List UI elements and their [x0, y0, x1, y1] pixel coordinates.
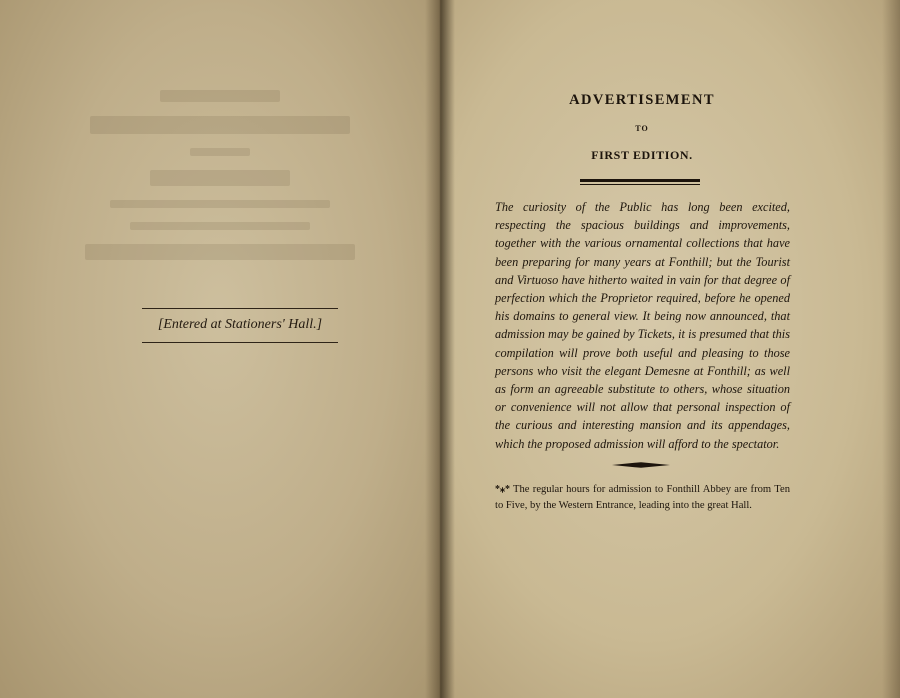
advertisement-body: The curiosity of the Public has long been excited, respecting the spacious buildings and improvements, together with the various ornamental collections that have been preparing for many years at Fonthill; but the Tourist and Virtuoso have hitherto waited in vain for that degree of perfection which the Proprietor required, before he opened his domains to general view. It being now announced, that admission may be gained by Tickets, it is presumed that this compilation will prove both useful and pleasing to those persons who visit the elegant Demesne at Fonthill; as well as form an agreeable substitute to others, whose situation or convenience will not allow that personal inspection of the curious and interesting mansion and its appendages, which the proposed admission will afford to the spectator. [495, 200, 790, 451]
entered-text: [Entered at Stationers' Hall.] [157, 317, 323, 332]
page-edge [882, 0, 900, 698]
note-asterism: *⁎* [495, 484, 510, 495]
edition-heading: FIRST EDITION. [591, 148, 693, 162]
admission-note [495, 482, 790, 513]
advertisement-title: ADVERTISEMENT [569, 92, 715, 108]
note-text: The regular hours for admission to Fonthill Abbey are from Ten to Five, by the Western Entrance, leading into the great Hall. [495, 484, 790, 511]
ornament-rule-icon [612, 461, 670, 469]
bottom-rule [142, 342, 338, 343]
heading-rule-thick [580, 179, 700, 182]
to-label: TO [635, 124, 649, 133]
copyright-notice [140, 308, 340, 343]
heading-rule-thin [580, 184, 700, 185]
show-through-text [70, 90, 370, 274]
book-gutter [425, 0, 455, 698]
left-page [0, 0, 440, 698]
